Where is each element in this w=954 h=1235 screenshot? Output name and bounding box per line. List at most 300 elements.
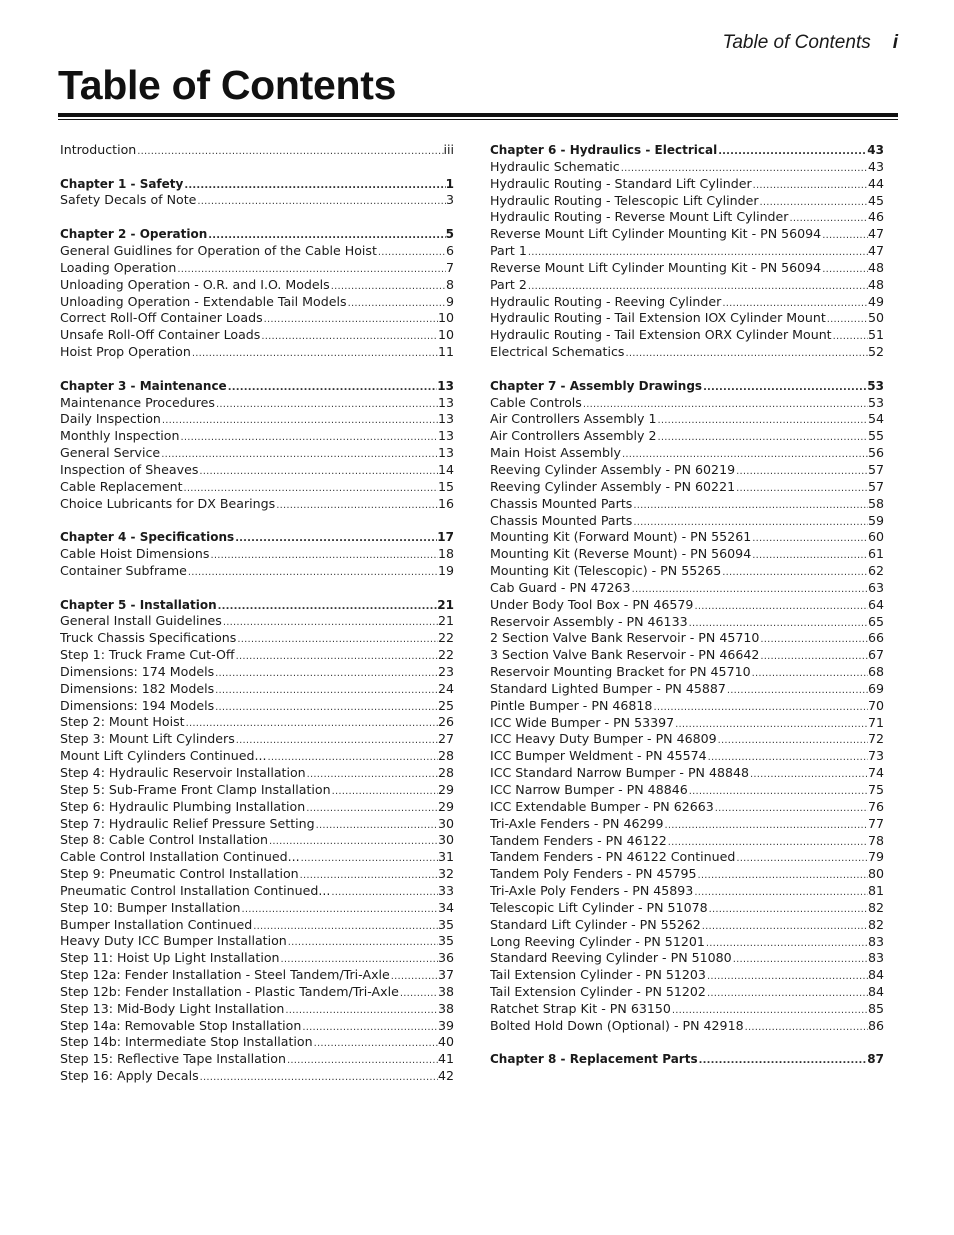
toc-entry [60, 327, 454, 344]
toc-dot-leader [698, 1053, 868, 1068]
toc-entry-page: 64 [867, 596, 884, 612]
toc-section [490, 1051, 884, 1068]
toc-entry-page: 1 [445, 176, 454, 191]
toc-entry [490, 833, 884, 850]
toc-entry-title: Step 4: Hydraulic Reservoir Installation [60, 764, 306, 780]
toc-dot-leader [301, 1020, 438, 1035]
toc-entry-page: 35 [437, 933, 454, 949]
toc-chapter-heading [60, 378, 454, 395]
toc-entry-page: 84 [867, 967, 884, 983]
toc-dot-leader [702, 380, 867, 395]
toc-entry [60, 681, 454, 698]
toc-entry-page: 58 [867, 495, 884, 511]
toc-entry-title: Step 6: Hydraulic Plumbing Installation [60, 798, 306, 814]
toc-entry-page: 61 [867, 546, 884, 562]
toc-entry-page: 42 [437, 1068, 454, 1084]
toc-entry-page: 6 [445, 242, 454, 258]
toc-chapter-heading [60, 529, 454, 546]
toc-dot-leader [299, 868, 438, 883]
toc-entry [490, 428, 884, 445]
toc-entry-page: 25 [437, 697, 454, 713]
toc-dot-leader [708, 902, 868, 917]
toc-entry [60, 462, 454, 479]
toc-entry-title: Under Body Tool Box - PN 46579 [490, 596, 694, 612]
toc-entry-page: 33 [437, 882, 454, 898]
toc-dot-leader [706, 969, 868, 984]
toc-entry [60, 832, 454, 849]
toc-dot-leader [313, 1036, 438, 1051]
toc-entry-title: Chassis Mounted Parts [490, 512, 633, 528]
toc-entry-title: Step 11: Hoist Up Light Installation [60, 950, 280, 966]
title-rule-thin [58, 119, 898, 120]
toc-dot-leader [160, 447, 438, 462]
toc-entry-page: 48 [867, 259, 884, 275]
toc-entry [490, 294, 884, 311]
toc-entry [60, 799, 454, 816]
toc-entry-title: Step 12b: Fender Installation - Plastic Tandem/Tri-Axle [60, 983, 399, 999]
toc-entry-title: 3 Section Valve Bank Reservoir - PN 46642 [490, 647, 760, 663]
toc-entry [490, 967, 884, 984]
toc-entry-title: Part 2 [490, 276, 527, 292]
toc-dot-leader [209, 548, 438, 563]
toc-entry-page: 29 [437, 781, 454, 797]
toc-entry-page: 47 [867, 243, 884, 259]
toc-entry-page: 13 [437, 445, 454, 461]
toc-entry-page: 13 [437, 411, 454, 427]
toc-dot-leader [751, 666, 868, 681]
toc-dot-leader [706, 986, 868, 1001]
toc-entry-page: 35 [437, 916, 454, 932]
toc-chapter-heading [490, 142, 884, 159]
toc-entry-page: 66 [867, 630, 884, 646]
toc-entry [60, 260, 454, 277]
toc-entry-page: 70 [867, 697, 884, 713]
toc-entry [60, 1051, 454, 1068]
toc-dot-leader [263, 312, 438, 327]
toc-dot-leader [732, 952, 868, 967]
toc-entry-title: Safety Decals of Note [60, 192, 197, 208]
toc-entry-page: 63 [867, 579, 884, 595]
toc-entry-title: Loading Operation [60, 259, 177, 275]
toc-entry-title: Step 15: Reflective Tape Installation [60, 1051, 286, 1067]
toc-entry [490, 934, 884, 951]
toc-entry-title: Choice Lubricants for DX Bearings [60, 495, 276, 511]
toc-entry [60, 411, 454, 428]
toc-dot-leader [726, 683, 868, 698]
toc-entry [60, 866, 454, 883]
toc-dot-leader [235, 733, 438, 748]
toc-section [490, 378, 884, 1035]
toc-entry-title: Step 2: Mount Hoist [60, 714, 185, 730]
toc-entry-title: ICC Heavy Duty Bumper - PN 46809 [490, 731, 717, 747]
toc-dot-leader [191, 346, 438, 361]
toc-entry [60, 294, 454, 311]
toc-dot-leader [527, 279, 868, 294]
toc-entry-page: 67 [867, 647, 884, 663]
toc-dot-leader [735, 464, 868, 479]
toc-dot-leader [631, 582, 868, 597]
toc-entry-title: Cable Hoist Dimensions [60, 546, 210, 562]
toc-entry-title: Standard Lighted Bumper - PN 45887 [490, 680, 726, 696]
toc-entry [60, 950, 454, 967]
toc-entry-title: Tandem Poly Fenders - PN 45795 [490, 866, 697, 882]
toc-entry [60, 310, 454, 327]
toc-entry-title: Daily Inspection [60, 411, 161, 427]
toc-entry-title: Main Hoist Assembly [490, 445, 621, 461]
toc-entry-title: Step 10: Bumper Installation [60, 899, 241, 915]
toc-entry-title: ICC Narrow Bumper - PN 48846 [490, 782, 688, 798]
toc-entry-title: ICC Standard Narrow Bumper - PN 48848 [490, 765, 750, 781]
toc-entry-title: Chapter 8 - Replacement Parts [490, 1052, 698, 1067]
toc-entry-title: Cable Control Installation Continued... [60, 849, 300, 865]
toc-entry-page: 39 [437, 1017, 454, 1033]
toc-dot-leader [330, 279, 446, 294]
toc-dot-leader [667, 835, 868, 850]
toc-entry-page: 57 [867, 461, 884, 477]
toc-entry-title: Air Controllers Assembly 1 [490, 411, 657, 427]
toc-dot-leader [179, 430, 437, 445]
toc-entry-title: Mounting Kit (Forward Mount) - PN 55261 [490, 529, 752, 545]
toc-entry [490, 900, 884, 917]
toc-entry-title: Tri-Axle Fenders - PN 46299 [490, 815, 664, 831]
toc-entry-page: 38 [437, 1000, 454, 1016]
toc-entry [490, 260, 884, 277]
toc-entry-title: Step 16: Apply Decals [60, 1068, 199, 1084]
toc-entry-page: 72 [867, 731, 884, 747]
toc-entry-page: 18 [437, 546, 454, 562]
toc-entry [490, 950, 884, 967]
toc-dot-leader [632, 515, 868, 530]
toc-entry-title: Chapter 5 - Installation [60, 597, 217, 612]
toc-entry-page: iii [443, 142, 454, 157]
toc-entry-title: Air Controllers Assembly 2 [490, 428, 657, 444]
toc-entry-page: 62 [867, 563, 884, 579]
toc-entry [60, 277, 454, 294]
toc-entry-page: 80 [867, 866, 884, 882]
toc-entry [60, 344, 454, 361]
toc-dot-leader [207, 228, 445, 243]
toc-entry [490, 395, 884, 412]
toc-entry [60, 1001, 454, 1018]
toc-section [60, 142, 454, 159]
toc-entry-title: Step 3: Mount Lift Cylinders [60, 731, 235, 747]
toc-entry-page: 49 [867, 293, 884, 309]
toc-entry-page: 75 [867, 782, 884, 798]
toc-entry [490, 1018, 884, 1035]
toc-entry [490, 193, 884, 210]
toc-entry [490, 513, 884, 530]
toc-entry-page: 76 [867, 798, 884, 814]
toc-dot-leader [832, 329, 868, 344]
toc-dot-leader [267, 750, 438, 765]
toc-dot-leader [821, 228, 868, 243]
toc-section [60, 226, 454, 361]
toc-entry-page: 68 [867, 664, 884, 680]
toc-entry [490, 546, 884, 563]
toc-entry-page: 65 [867, 613, 884, 629]
toc-entry-page: 13 [437, 394, 454, 410]
toc-dot-leader [214, 666, 438, 681]
toc-entry-page: 84 [867, 984, 884, 1000]
toc-dot-leader [621, 447, 868, 462]
toc-entry [490, 176, 884, 193]
toc-entry-page: 56 [867, 445, 884, 461]
toc-entry-title: Part 1 [490, 243, 527, 259]
toc-entry-title: Unloading Operation - O.R. and I.O. Models [60, 276, 330, 292]
toc-dot-leader [735, 851, 868, 866]
toc-entry-title: Cable Controls [490, 394, 582, 410]
toc-entry-title: Introduction [60, 142, 137, 157]
toc-chapter-heading [490, 378, 884, 395]
toc-entry-title: Truck Chassis Specifications [60, 630, 237, 646]
toc-entry [60, 563, 454, 580]
toc-dot-leader [399, 986, 438, 1001]
running-header [722, 32, 898, 54]
title-rule-thick [58, 113, 898, 117]
toc-entry-page: 21 [437, 597, 454, 612]
toc-entry [490, 310, 884, 327]
toc-entry-page: 7 [445, 259, 454, 275]
toc-dot-leader [347, 296, 446, 311]
toc-dot-leader [161, 413, 438, 428]
toc-entry-page: 55 [867, 428, 884, 444]
toc-dot-leader [236, 632, 438, 647]
toc-entry-page: 51 [867, 327, 884, 343]
toc-entry-title: Ratchet Strap Kit - PN 63150 [490, 1000, 671, 1016]
toc-dot-leader [315, 818, 438, 833]
toc-entry-title: Step 14b: Intermediate Stop Installation [60, 1034, 313, 1050]
toc-left-column [60, 142, 454, 1102]
toc-entry-page: 15 [437, 478, 454, 494]
toc-entry [490, 411, 884, 428]
toc-entry-title: Hydraulic Routing - Tail Extension ORX Cylinder Mount [490, 327, 832, 343]
toc-entry-page: 34 [437, 899, 454, 915]
toc-entry-title: Step 5: Sub-Frame Front Clamp Installation [60, 781, 331, 797]
toc-entry [490, 209, 884, 226]
toc-dot-leader [751, 531, 868, 546]
toc-dot-leader [697, 868, 868, 883]
toc-entry-page: 3 [445, 192, 454, 208]
toc-dot-leader [199, 1070, 438, 1085]
toc-dot-leader [286, 1053, 438, 1068]
toc-entry-page: 28 [437, 764, 454, 780]
toc-section [60, 597, 454, 1085]
toc-entry [490, 664, 884, 681]
toc-entry-page: 79 [867, 849, 884, 865]
toc-entry-title: Mounting Kit (Reverse Mount) - PN 56094 [490, 546, 752, 562]
toc-entry-page: 16 [437, 495, 454, 511]
toc-entry-page: 46 [867, 209, 884, 225]
toc-entry-page: 43 [867, 158, 884, 174]
toc-entry-page: 50 [867, 310, 884, 326]
toc-entry-title: Reeving Cylinder Assembly - PN 60219 [490, 461, 736, 477]
toc-dot-leader [280, 952, 438, 967]
toc-entry-page: 24 [437, 680, 454, 696]
toc-entry-title: Dimensions: 182 Models [60, 680, 215, 696]
toc-dot-leader [227, 380, 438, 395]
toc-entry-page: 86 [867, 1017, 884, 1033]
toc-entry [60, 765, 454, 782]
toc-entry-page: 82 [867, 916, 884, 932]
toc-entry [490, 849, 884, 866]
toc-entry-page: 29 [437, 798, 454, 814]
toc-entry-page: 81 [867, 883, 884, 899]
toc-entry-page: 10 [437, 327, 454, 343]
toc-section [60, 378, 454, 513]
toc-dot-leader [714, 801, 868, 816]
toc-entry-page: 69 [867, 680, 884, 696]
toc-dot-leader [735, 481, 868, 496]
toc-entry [60, 630, 454, 647]
toc-dot-leader [330, 885, 438, 900]
toc-entry-page: 57 [867, 478, 884, 494]
toc-entry-page: 37 [437, 967, 454, 983]
toc-entry [60, 647, 454, 664]
toc-entry-page: 36 [437, 950, 454, 966]
toc-dot-leader [268, 834, 438, 849]
toc-entry [60, 731, 454, 748]
toc-entry-title: Chapter 2 - Operation [60, 227, 208, 242]
toc-entry-page: 78 [867, 832, 884, 848]
toc-entry-page: 17 [437, 530, 454, 545]
toc-entry-title: ICC Bumper Weldment - PN 45574 [490, 748, 707, 764]
toc-entry-title: Bolted Hold Down (Optional) - PN 42918 [490, 1017, 744, 1033]
toc-dot-leader [826, 312, 868, 327]
toc-entry [490, 496, 884, 513]
toc-entry [490, 984, 884, 1001]
toc-section [60, 176, 454, 210]
toc-entry [60, 748, 454, 765]
toc-entry-title: Cable Replacement [60, 478, 183, 494]
toc-entry-page: 59 [867, 512, 884, 528]
toc-dot-leader [196, 194, 446, 209]
toc-entry-title: Chapter 7 - Assembly Drawings [490, 378, 703, 393]
toc-entry-title: Step 8: Cable Control Installation [60, 832, 268, 848]
toc-dot-leader [657, 413, 868, 428]
toc-entry-title: Pneumatic Control Installation Continued... [60, 882, 331, 898]
toc-entry-title: ICC Wide Bumper - PN 53397 [490, 714, 675, 730]
toc-dot-leader [222, 615, 438, 630]
toc-dot-leader [632, 498, 868, 513]
toc-dot-leader [688, 784, 868, 799]
toc-entry-page: 31 [437, 849, 454, 865]
toc-entry [60, 243, 454, 260]
toc-entry [490, 277, 884, 294]
toc-entry-title: Mount Lift Cylinders Continued... [60, 748, 267, 764]
toc-dot-leader [701, 919, 868, 934]
toc-dot-leader [252, 919, 438, 934]
toc-entry-title: Cab Guard - PN 47263 [490, 579, 631, 595]
toc-entry [60, 917, 454, 934]
toc-entry-title: Heavy Duty ICC Bumper Installation [60, 933, 287, 949]
toc-entry-page: 85 [867, 1000, 884, 1016]
toc-dot-leader [187, 565, 438, 580]
toc-entry-title: Hydraulic Routing - Standard Lift Cylinder [490, 175, 752, 191]
toc-entry-page: 13 [437, 378, 454, 393]
toc-entry-title: Container Subframe [60, 562, 187, 578]
toc-dot-leader [693, 885, 868, 900]
toc-entry-page: 83 [867, 933, 884, 949]
toc-entry [490, 597, 884, 614]
toc-entry-page: 48 [867, 276, 884, 292]
toc-entry [490, 563, 884, 580]
toc-entry [490, 462, 884, 479]
toc-entry-title: Hydraulic Routing - Tail Extension IOX Cylinder Mount [490, 310, 826, 326]
toc-entry [490, 159, 884, 176]
toc-entry [60, 496, 454, 513]
toc-entry-page: 26 [437, 714, 454, 730]
toc-entry-title: Telescopic Lift Cylinder - PN 51078 [490, 899, 708, 915]
toc-dot-leader [275, 498, 438, 513]
toc-dot-leader [235, 649, 438, 664]
toc-entry-title: Step 7: Hydraulic Relief Pressure Setting [60, 815, 315, 831]
toc-entry-title: Hydraulic Routing - Telescopic Lift Cylinder [490, 192, 759, 208]
toc-entry-page: 23 [437, 663, 454, 679]
toc-entry-title: Tri-Axle Poly Fenders - PN 45893 [490, 883, 694, 899]
toc-dot-leader [624, 346, 868, 361]
toc-entry-page: 71 [867, 714, 884, 730]
toc-entry [60, 546, 454, 563]
toc-entry-title: Reservoir Mounting Bracket for PN 45710 [490, 664, 751, 680]
toc-entry-title: Hydraulic Schematic [490, 158, 620, 174]
toc-entry [60, 900, 454, 917]
toc-chapter-heading [60, 176, 454, 193]
toc-entry-title: 2 Section Valve Bank Reservoir - PN 45710 [490, 630, 760, 646]
toc-right-column [490, 142, 884, 1085]
toc-entry-title: Step 14a: Removable Stop Installation [60, 1017, 302, 1033]
toc-entry-page: 9 [445, 293, 454, 309]
toc-dot-leader [331, 784, 438, 799]
toc-entry [60, 192, 454, 209]
toc-entry-title: Unloading Operation - Extendable Tail Models [60, 293, 347, 309]
toc-dot-leader [652, 700, 868, 715]
toc-entry [490, 816, 884, 833]
toc-dot-leader [390, 969, 438, 984]
toc-dot-leader [705, 936, 868, 951]
toc-entry [490, 917, 884, 934]
toc-entry-page: 30 [437, 815, 454, 831]
toc-entry [490, 731, 884, 748]
toc-dot-leader [759, 195, 868, 210]
toc-dot-leader [260, 329, 438, 344]
toc-entry-page: 21 [437, 613, 454, 629]
toc-entry-page: 19 [437, 562, 454, 578]
toc-dot-leader [759, 632, 868, 647]
toc-entry-title: Step 1: Truck Frame Cut-Off [60, 647, 235, 663]
toc-entry [60, 849, 454, 866]
toc-dot-leader [744, 1020, 868, 1035]
toc-dot-leader [717, 144, 867, 159]
toc-entry [490, 226, 884, 243]
toc-entry-title: Long Reeving Cylinder - PN 51201 [490, 933, 705, 949]
toc-chapter-heading [60, 226, 454, 243]
toc-dot-leader [674, 717, 868, 732]
toc-dot-leader [721, 565, 868, 580]
toc-dot-leader [234, 531, 437, 546]
toc-entry [60, 933, 454, 950]
toc-dot-leader [176, 262, 446, 277]
toc-entry-title: Reeving Cylinder Assembly - PN 60221 [490, 478, 736, 494]
toc-entry-page: 40 [437, 1034, 454, 1050]
toc-chapter-heading [490, 1051, 884, 1068]
toc-entry-page: 52 [867, 344, 884, 360]
toc-chapter-heading [60, 597, 454, 614]
toc-entry-title: Chapter 1 - Safety [60, 176, 184, 191]
toc-entry-title: Chapter 4 - Specifications [60, 530, 235, 545]
toc-entry [60, 395, 454, 412]
toc-dot-leader [377, 245, 446, 260]
toc-entry [490, 799, 884, 816]
